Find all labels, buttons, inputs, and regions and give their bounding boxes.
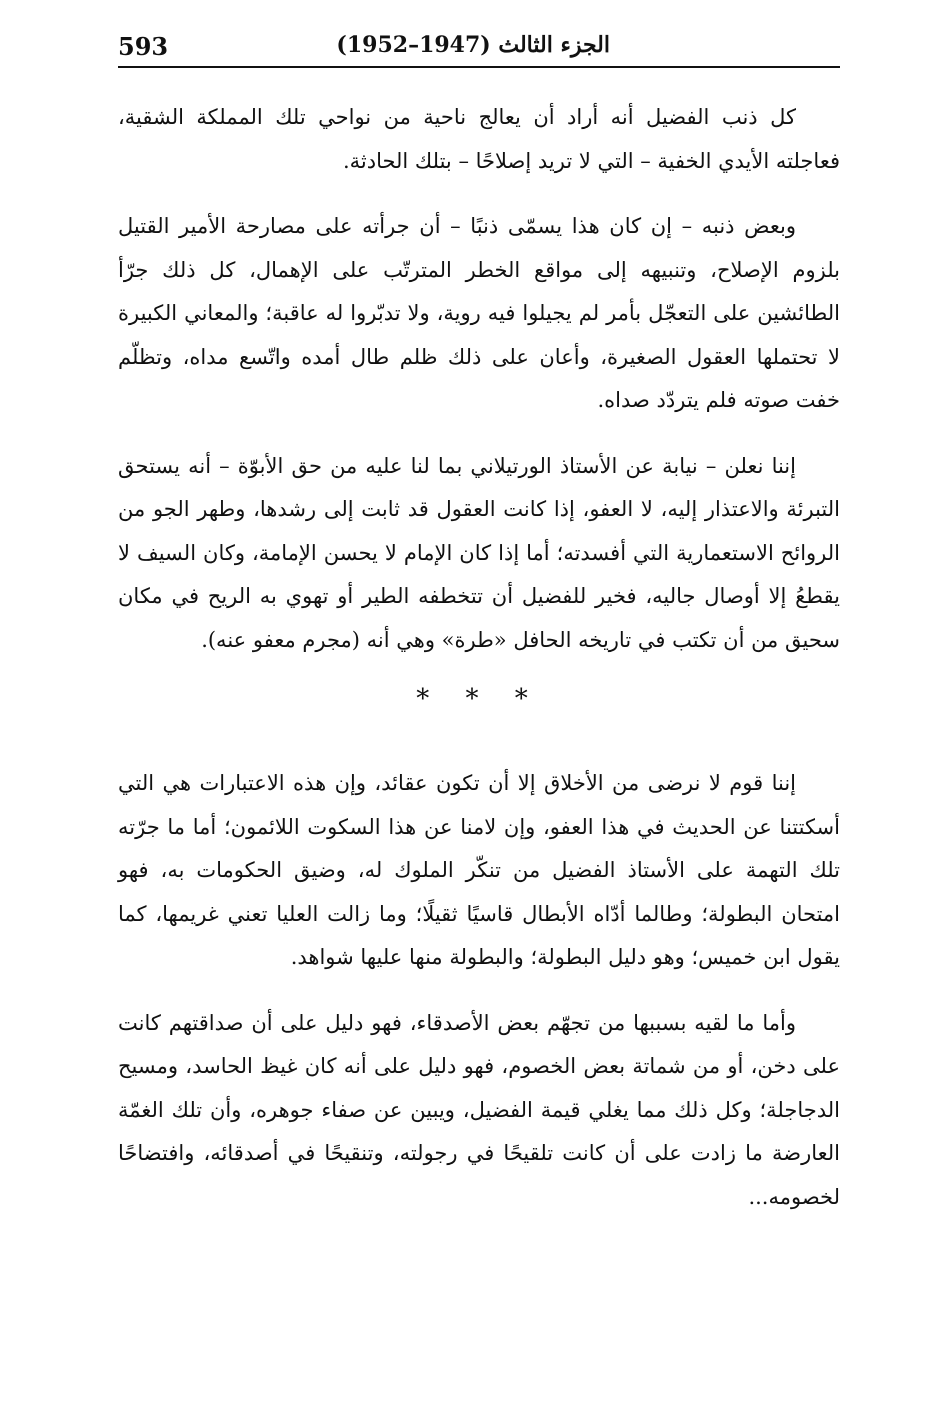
- page-number: 593: [118, 32, 169, 61]
- paragraph: إننا قوم لا نرضى من الأخلاق إلا أن تكون عقائد، وإن هذه الاعتبارات هي التي أسكتتنا عن الحديث في هذا العفو، وإن لامنا عن هذا السكوت اللائمون؛ أما ما جرّته تلك التهمة على الأستاذ الفضيل من تنكّر الملوك له، وضيق الحكومات به، فهو امتحان البطولة؛ وطالما أدّاه الأبطال قاسيًا ثقيلًا؛ وما زالت العليا تعني غريمها، كما يقول ابن خميس؛ وهو دليل البطولة؛ والبطولة منها عليها شواهد.: [118, 771, 840, 969]
- paragraph: وأما ما لقيه بسببها من تجهّم بعض الأصدقاء، فهو دليل على أن صداقتهم كانت على دخن، أو من شماتة بعض الخصوم، فهو دليل على أنه كان غيظ الحاسد، ومسيح الدجاجلة؛ وكل ذلك مما يغلي قيمة الفضيل، ويبين عن صفاء جوهره، وأن تلك الغمّة العارضة ما زادت على أن كانت تلقيحًا في رجولته، وتنقيحًا في أصدقائه، وافتضاحًا لخصومه...: [118, 1010, 840, 1209]
- paragraph: كل ذنب الفضيل أنه أراد أن يعالج ناحية من نواحي تلك المملكة الشقية، فعاجلته الأيدي الخفية – التي لا تريد إصلاحًا – بتلك الحادثة.: [118, 105, 840, 173]
- paragraph: وبعض ذنبه – إن كان هذا يسمّى ذنبًا – أن جرأته على مصارحة الأمير القتيل بلزوم الإصلاح، وتنبيهه إلى مواقع الخطر المترتّب على الإهمال، كل ذلك جرّأ الطائشين على التعجّل بأمر لم يجيلوا فيه روية، ولا تدبّروا له عاقبة؛ والمعاني الكبيرة لا تحتملها العقول الصغيرة، وأعان على ذلك ظلم طال أمده واتّسع مداه، وتظلّم خفت صوته فلم يتردّد صداه.: [118, 214, 840, 412]
- page-header: [118, 30, 840, 68]
- paragraph: إننا نعلن – نيابة عن الأستاذ الورتيلاني بما لنا عليه من حق الأبوّة – أنه يستحق التبرئة والاعتذار إليه، لا العفو، إذا كانت العقول قد ثابت إلى رشدها، وطهر الجو من الروائح الاستعمارية التي أفسدته؛ أما إذا كان الإمام لا يحسن الإمامة، وكان السيف لا يقطعُ إلا أوصال جاليه، فخير للفضيل أن تتخطفه الطير أو تهوي به الريح في مكان سحيق من أن تكتب في تاريخه الحافل «طرة» وهي أنه (مجرم معفو عنه).: [118, 453, 840, 652]
- running-title: الجزء الثالث (1947–1952): [336, 32, 610, 58]
- body-text: [118, 96, 840, 1241]
- section-separator: * * *: [416, 684, 542, 714]
